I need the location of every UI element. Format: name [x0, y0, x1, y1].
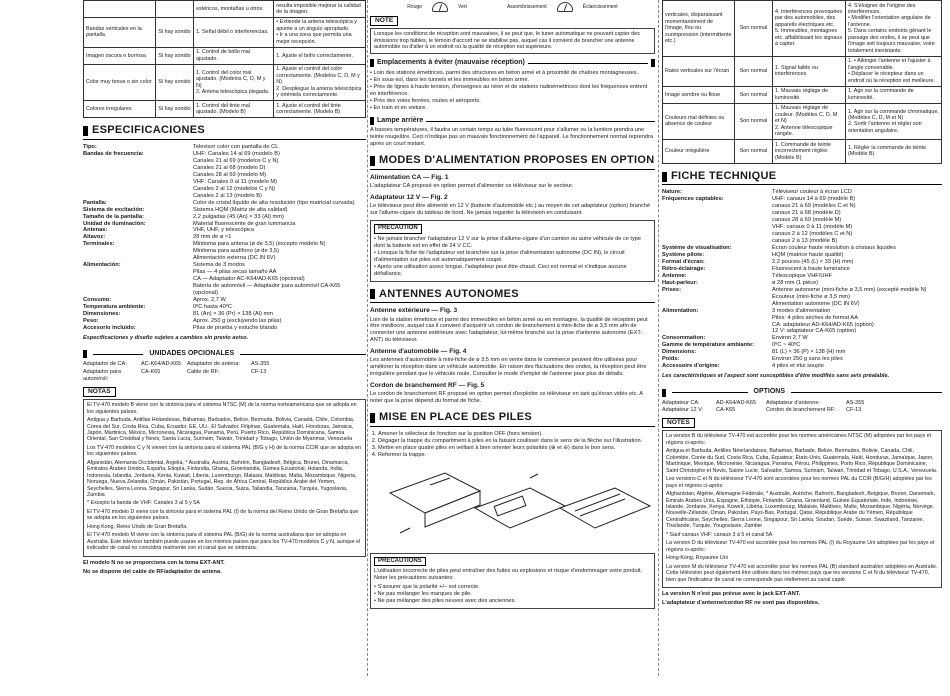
option-cell: Cordon de branchement RF: [766, 407, 836, 414]
notes-body-fr [662, 430, 942, 588]
spec-key: Tipo: [83, 144, 97, 151]
spec-key: Consumo: [83, 296, 112, 303]
option-cell: CA-K65 [716, 407, 736, 414]
cause-cell [156, 1, 194, 18]
spec-key: Haut-parleur: [662, 279, 698, 286]
spec-key: Gamme de température ambiante: [662, 342, 754, 349]
precaution-item: • Après une utilisation assez longue, l'adaptateur peut être chaud. Ceci est normal et n'indique aucune défaillance. [374, 264, 651, 278]
precaution-item: • Lorsque la fiche de l'adaptateur est branchée sur la prise d'alimentation autonome (DC IN), le circuit d'alimentation sur piles est automatiquement coupé. [374, 250, 651, 264]
spec-key: Bandas de frecuencia: [83, 150, 144, 157]
antenna-heading: ANTENNES AUTONOMES [370, 288, 655, 304]
cause-cell: Si hay sonido [156, 64, 194, 100]
adjust-meter-row [370, 2, 655, 12]
battery-prec-item: • Ne pas mélanger des piles neuves avec des anciennes. [374, 598, 651, 605]
note-paragraph: Afghanistan, Algérie, Allemagne Fédérale, * Australie, Autriche, Bahreïn, Bangladesh, Belgique, Brunei, Danemark, Émirats Arabes Unis, Espagne, Éthiopie, Finlande, Ghana, Groenland, Guinée Équatoriale, Inde, Indonésie, Islande, Jordanie, Kenya, Koweït, Libéria, Luxembourg, Malaisie, Maldives, Malte, Mozambique, Nigéria, Norvège, Nouvelle-Zélande, Oman, Pakistan, Pays-Bas, Portugal, Qatar, République Arabe du Yémen, République Centrafricaine, Seychelles, Sierra Leone, Singapour, Sri Lanka, Soudan, Suède, Suisse, Swaziland, Tanzanie, Thaïlande, Turquie, Yougoslavie, Zambie [666, 491, 936, 530]
option-cell: AD-K64/AD-K65 [716, 399, 757, 406]
options-heading-fr: OPTIONS [662, 388, 942, 397]
battery-step: 4. Refermer la trappe. [378, 452, 655, 459]
spec-value: Aprox. 2,7 W [193, 296, 226, 303]
battery-prec-item: • S'assurer que la polarité +/− est correcte. [374, 584, 651, 591]
symptom-cell: verticales, disparaissant momentanément de l'image, flou ou surimpression (intermittente etc.) [663, 1, 735, 57]
dc-title: Adaptateur 12 V — Fig. 2 [370, 194, 448, 202]
ant-ext-title: Antenne extérieure — Fig. 3 [370, 307, 458, 315]
battery-prec-title: PRECAUTIONS [374, 557, 426, 567]
remedy-cell: 1. Ajuste el brillo correctamente. [274, 47, 366, 64]
rf-text: Le cordon de branchement RF proposé en option permet d'exploiter ce téléviseur en tant qu'écran vidéo etc. A noter que la prise dépend du format de fiche. [370, 391, 643, 405]
symptom-cell: Colores irregulares [84, 101, 156, 118]
spec-value: 28 mm de ø ×1 [193, 234, 232, 241]
spec-key: Poids: [662, 356, 680, 363]
spec-value: Antenne autonome (mini-fiche ø 3,5 mm) (excepté modèle N) Écouteur (mini-fiche ø 3,5 mm) Alimentation autonome (DC IN 6V) [772, 286, 927, 307]
spec-key: Pantalla: [83, 199, 107, 206]
spec-key: Altavoz: [83, 234, 106, 241]
specs-heading-es: ESPECIFICACIONES [83, 124, 366, 140]
spec-note-fr: Les caractéristiques et l'aspect sont susceptibles d'être modifiés sans avis préalable. [662, 373, 890, 380]
spec-value: Sistema HQM (Matriz de alta calidad) [193, 206, 288, 213]
cause-detail-cell: estéricos, montañas u otros. [194, 1, 274, 18]
avoid-item: • Près des voies ferrées, routes et aéroports. [370, 98, 655, 105]
rf-title: Cordon de branchement RF — Fig. 5 [370, 382, 485, 390]
ant-car-text: Les antennes d'automobile à mini-fiche de ø 3,5 mm en vente dans le commerce peuvent être utilisées pour améliorer la réception dans un véhicule automobile. En raison des fluctuations des ondes, la réception peut être irrégulière pendant que le véhicule roule. Consulter le mode d'emploi de l'antenne pour plus de détails. [370, 357, 647, 378]
option-cell: CA-K65 [141, 368, 161, 375]
cause-detail-cell: 1. Commande de teinte incorrectement réglée. (Modèle B) [773, 140, 846, 163]
battery-step: 2. Dégager la trappe du compartiment à piles en la faisant coulisser dans le sens de la flèche sur l'illustration. [378, 438, 655, 445]
note-paragraph: * Sauf canaux VHF: canaux 3 à 5 et canal 5A [666, 531, 773, 538]
table-row [663, 1, 942, 57]
cause-detail-cell: 1. Mauvais réglage de luminosité. [773, 86, 846, 103]
option-cell: CF-13 [251, 368, 267, 375]
cause-cell: Son normal [735, 86, 773, 103]
note-paragraph: La version M du téléviseur TV-470 est accordée pour les normes PAL (B) standard australien adoptées en Australie. Cette télévision peut également être utilisée dans les mêmes pays que les versions C et N du téléviseur TV-470, bien que l'indicateur de canal ne corresponde pas réellement au canal capté. [666, 563, 938, 583]
spec-value: ø 28 mm (1 pièce) [772, 279, 819, 286]
battery-prec-item: • Ne pas mélanger les marques de pile. [374, 591, 651, 598]
option-cell: Adaptateur d'antenne: [766, 399, 820, 406]
cause-detail-cell: 1. Control del tinte mal ajustado. (Modelo B) [194, 101, 274, 118]
spec-value: 2,2 pouces (45 (L) × 33 (H) mm) [772, 258, 854, 265]
option-cell: CF-13 [846, 407, 862, 414]
spec-key: Système pilote: [662, 251, 705, 258]
notes-title-es: NOTAS [83, 387, 116, 397]
table-row [84, 47, 366, 64]
symptom-cell [84, 1, 156, 18]
meter-label-green: Vert [458, 3, 467, 10]
remedy-cell: • Extiende la antena telescópica y apunte a un ángulo apropiado. • Ir a una zona que permita una mejor recepción. [274, 17, 366, 47]
battery-prec-list [374, 584, 651, 605]
table-row [663, 140, 942, 163]
remedy-cell: resulta imposible mejorar la calidad de la imagen. [274, 1, 366, 18]
spec-key: Format d'écran: [662, 258, 705, 265]
spec-note-es: Especificaciones y diseño sujetos a cambios sin previo aviso. [83, 334, 249, 341]
spec-key: Tamaño de la pantalla: [83, 213, 144, 220]
table-row [663, 103, 942, 139]
meter-label-red: Rouge [407, 3, 423, 10]
meter-label-dark: Assombrissement [506, 3, 547, 10]
spec-value: Minitoma para antena (ø de 3,5) (excepto modelo N) Minitoma para audífono (ø de 3,5) Alimentación externa (DC IN 6V) [193, 241, 326, 262]
troubleshooting-table-es [83, 0, 366, 118]
battery-precautions [370, 553, 655, 609]
spanish-column [83, 0, 366, 690]
spec-key: Unidad de iluminación: [83, 220, 146, 227]
dc-text: Le téléviseur peut être alimenté en 12 V (batterie d'automobile etc.) au moyen de cet adaptateur (option) branché sur l'allume-cigare du tableau de bord. Ne jamais regarder la télévision en conduisant. [370, 203, 650, 217]
note-paragraph: La version D du téléviseur TV-470 est accordée pour les normes PAL (I) du Royaume Uni adoptées par les pays et régions ci-après: [666, 540, 935, 553]
avoid-list [370, 70, 655, 112]
spec-key: Antenas: [83, 227, 108, 234]
spec-key: Accessoire d'origine: [662, 363, 720, 370]
spec-key: Consommation: [662, 335, 706, 342]
option-cell: AS-355 [251, 361, 270, 368]
battery-heading: MISE EN PLACE DES PILES [370, 411, 655, 427]
ant-ext-text: Loin de la station émettrice et parmi des immeubles en béton armé ou en montagne, la qualité de réception peut être médiocre, auquel cas il convient d'acquérir un cordon de branchement à mini-fiche de ø 3,5 mm afin de connecter une antenne extérieure avec l'adaptateur, lui-même branché sur la prise d'antenne autonome (EXT-ANT) du téléviseur. [370, 316, 648, 344]
footer-line1-fr: La version N n'est pas prévue avec le jack EXT-ANT. [662, 590, 801, 597]
cause-detail-cell: 1. Control del color mal ajustado. (Modelos C, D, M y N) 2. Antena telescópica plegada. [194, 64, 274, 100]
table-row [84, 101, 366, 118]
precaution-item: • Ne jamais brancher l'adaptateur 12 V sur la prise d'allume-cigare d'un camion ou autre véhicule de ce type dont la batterie est en effet de 24 V CC. [374, 236, 651, 250]
meter-label-bright: Éclaircissement [582, 3, 618, 10]
spec-key: Alimentación: [83, 262, 121, 269]
spec-value: Televisor color con pantalla de CL [193, 144, 279, 151]
symptom-cell: Bandas verticales en la pantalla [84, 17, 156, 47]
spec-value: 3 modes d'alimentation Piles: 4 piles sèches de format AA CA: adaptateur AD-K64/AD-K65 (option) 12 V: adaptateur CA-K65 (option) [772, 307, 874, 335]
battery-step: 3. Mettre en place quatre piles en veillant à bien orienter leurs polarités (⊕ et ⊖) dans le bon sens. [378, 445, 655, 452]
spec-key: Peso: [83, 317, 99, 324]
note-paragraph: El TV-470 modelo B viene con la sintonía para el sistema NTSC (M) de la norma norteamericana que se adopta en los siguientes países. [87, 402, 357, 415]
spec-key: Nature: [662, 189, 682, 196]
option-cell: AC-K64/AD-K65 [141, 361, 182, 368]
symptom-cell: Raies verticales sur l'écran [663, 56, 735, 86]
spec-value: 2,2 pulgadas (45 (An) × 33 (Al) mm) [193, 213, 284, 220]
battery-steps [370, 431, 655, 459]
cause-cell: Si hay sonido [156, 17, 194, 47]
column-divider-left [367, 0, 368, 676]
ac-title: Alimentation CA — Fig. 1 [370, 173, 449, 181]
spec-key: Sistema de excitación: [83, 206, 145, 213]
spec-value: 81 (L) × 36 (P) × 138 (H) mm [772, 349, 846, 356]
spec-value: Téléviseur couleur à écran LCD [772, 189, 852, 196]
remedy-cell: 1. • Allonger l'antenne et l'ajuster à l'angle convenable. • Déplacer le récepteur dans un endroit où la réception est meilleure. [846, 56, 942, 86]
table-row [663, 86, 942, 103]
note-paragraph: La version B du téléviseur TV-470 est accordée pour les normes américaines NTSC (M) adoptées par les pays et régions ci-après: [666, 433, 932, 446]
symptom-cell: Imagen oscura o borrosa [84, 47, 156, 64]
note-paragraph: Hong-Kong, Royaume Uni [666, 555, 728, 562]
spec-key: Fréquences captables: [662, 196, 724, 203]
column-divider-right [658, 0, 659, 676]
remedy-cell: 4. S'éloigner de l'origine des interférences. • Modifier l'orientation angulaire de l'antenne. 5. Dans certains endroits gênant le passage des ondes, il se peut que l'image soit toujours mauvaise, voire totalement inexistante. [846, 1, 942, 57]
table-row [663, 56, 942, 86]
spec-value: 81 (An) × 36 (Pr) × 138 (Al) mm [193, 310, 273, 317]
specs-list-fr [662, 189, 942, 370]
options-list-es [83, 361, 366, 382]
spec-key: Dimensiones: [83, 310, 121, 317]
power-heading: MODES D'ALIMENTATION PROPOSES EN OPTION [370, 154, 655, 170]
spec-value: Color de cristal líquido de alta resolución (tipo matricial curvada) [193, 199, 355, 206]
table-row [84, 1, 366, 18]
spec-value: Fluorescent à haute luminance [772, 265, 850, 272]
option-cell: AS-355 [846, 399, 865, 406]
spec-value: Environ 2,7 W [772, 335, 808, 342]
precaution-title: PRECAUTION [374, 224, 422, 234]
battery-illustration [370, 463, 655, 543]
note-paragraph: Antigua y Barbuda, Antillas Holandesas, Bahamas, Barbados, Belice, Bermuda, Bolivia, Canadá, Chile, Colombia, Corea del Sur, Costa Rica, Cuba, Ecuador, EE. UU., El Salvador, Filipinas, Guatemala, Haití, Honduras, Jamaica, Japón, Martinica, México, Micronesia, Nicaragua, Panamá, Perú, Puerto Rico, República Dominicana, Samoa Oriental, San Cristóbal y Nevis, Santa Lucía, Surinam, Taiwán, Trinidad y Tobago, Unión de Myanmar, Venezuela [87, 417, 355, 443]
spec-key: Rétro-éclairage: [662, 265, 706, 272]
note-paragraph: Les versions C et N du téléviseur TV-470 sont accordées pour les normes PAL du CCIR (B/G/H) adoptées par les pays et régions ci-après: [666, 476, 932, 489]
avoid-item: • En sous-sol, dans les tunnels et les immeubles en béton armé. [370, 77, 655, 84]
option-cell: Adaptateur CA: [662, 399, 700, 406]
option-cell: Adaptador de CA: [83, 361, 127, 368]
lamp-text: A basses températures, il faudra un certain temps au tube fluorescent pour s'allumer ou la lumière prendra une teinte rougeâtre. Ceci n'indique pas un mauvais fonctionnement de l'appareil. Le fonctionnement normal reprendra après un court instant. [370, 127, 653, 148]
symptom-cell: Couleur irrégulière [663, 140, 735, 163]
cause-detail-cell: 1. Signal faible ou interférences. [773, 56, 846, 86]
spec-key: Antenne: [662, 272, 687, 279]
avoid-heading: Emplacements à éviter (mauvaise réception) [370, 59, 655, 68]
remedy-cell: 1. Ajuste el control del color correctamente. (Modelos C, D, M y N) 2. Despliegue la antena telescópica y oriéntela correctamente. [274, 64, 366, 100]
spec-value: 0ºC hasta 40ºC [193, 303, 232, 310]
cause-detail-cell: 1. Mauvais réglage de couleur. (Modèles C, D, M et N) 2. Antenne télescopique rangée. [773, 103, 846, 139]
spec-value: Environ 250 g sans les piles [772, 356, 843, 363]
precaution-list [374, 236, 651, 278]
troubleshooting-table-fr [662, 0, 942, 164]
option-cell: Cable de RF: [187, 368, 220, 375]
battery-prec-text: L'utilisation incorrecte de piles peut entraîner des fuites ou explosions et risque d'endommager votre produit. Noter les précautions suivantes: [374, 568, 642, 582]
note-paragraph: Afganistán, Alemania Occidental, Argelia, * Australia, Austria, Bahréin, Bangladesh, Bélgica, Brunei, Dinamarca, Emiratos Árabes Unidos, España, Etiopía, Finlandia, Ghana, Groenlandia, Guinea Ecuatorial, Holanda, India, Indonesia, Islandia, Jordania, Kenia, Kuwait, Liberia, Luxemburgo, Malasia, Maldivas, Malta, Mozambique, Nigeria, Noruega, Nueva Zelandia, Omán, Pakistán, Portugal, Rep. de África Central, República Árabe del Yemen, Seychelles, Sierra Leona, Singapur, Sri Lanka, Sudán, Suecia, Suiza, Tailandia, Tanzania, Turquía, Yugoslavia, Zambia [87, 459, 357, 499]
cause-cell: Son normal [735, 1, 773, 57]
note-paragraph: Antigua et Barbuda, Antilles Néerlandaises, Bahamas, Barbade, Belize, Bermudes, Bolivie, Canada, Chili, Colombie, Corée du Sud, Costa Rica, Cuba, Équateur, États-Unis, Guatemala, Haïti, Honduras, Jamaïque, Japon, Martinique, Mexique, Micronésie, Nicaragua, Panama, Pérou, Philippines, Porto Rico, République Dominicaine, Saint Christophe et Nevis, Sainte Lucie, Salvador, Samoa, Surinam, Taïwan, Trinidad et Tobago, U.S.A., Venezuela. [666, 448, 938, 474]
spec-value: HQM (matrice haute qualité) [772, 251, 844, 258]
symptom-cell: Couleurs mal définies ou absence de couleur [663, 103, 735, 139]
ac-text: L'adaptateur CA proposé en option permet d'alimenter ce téléviseur sur le secteur. [370, 183, 574, 190]
options-list-fr [662, 400, 942, 414]
spec-key: Temperatura ambiente: [83, 303, 146, 310]
remedy-cell: 1. Régler la commande de teinte. (Modèle B) [846, 140, 942, 163]
note-paragraph: Los TV-470 modelos C y N vienen con la sintonía para el sistema PAL (B/G y H) de la norma CCIR que se adopta en los siguientes países. [87, 444, 362, 458]
spec-key: Accesorio incluido: [83, 324, 136, 331]
spec-value: 4 piles et étui souple [772, 363, 824, 370]
precaution-box [370, 220, 655, 281]
french-column-right [662, 0, 942, 690]
spec-value: Écran couleur haute résolution à cristaux liquides [772, 245, 896, 252]
battery-step: 1. Amener le sélecteur de fonction sur la position OFF (hors tension). [378, 431, 655, 438]
avoid-item: • En train et en voiture. [370, 105, 655, 112]
spec-key: Prises: [662, 286, 681, 293]
cause-cell: Si hay sonido [156, 101, 194, 118]
table-row [84, 17, 366, 47]
symptom-cell: Image sombre ou floue [663, 86, 735, 103]
option-cell: Adaptateur 12 V: [662, 407, 704, 414]
note-title-fr: NOTE [370, 16, 398, 26]
note-paragraph: El TV-470 modelo M viene con la sintonía para el sistema PAL (B/G) de la norma australiana que se adopta en Australia. Este televisor también puede usarse en los mismos países que para los TV-470 modelos C y N, aunque el indicador de canal no coincidirá realmente con el canal que se sintoniza. [87, 532, 361, 552]
lamp-heading: Lampe arrière [370, 117, 655, 126]
notes-body-es [83, 399, 366, 557]
remedy-cell: 1. Agir sur la commande de luminosité. [846, 86, 942, 103]
spec-value: Télescopique VHF/UHF [772, 272, 833, 279]
footer-line2-fr: L'adaptateur d'antenne/cordon RF ne sont pas disponibles. [662, 599, 820, 606]
table-row [84, 64, 366, 100]
ant-car-title: Antenne d'automobile — Fig. 4 [370, 348, 467, 356]
spec-value: UHF: Canales 14 al 69 (modelo B) Canales 21 al 69 (modelos C y N) Canales 21 al 68 (modelo D) Canales 28 al 69 (modelo M) VHF: Canales 0 al 11 (modelo M) Canales 2 al 12 (modelos C y N) Canales 2 al 13 (modelo B) [193, 150, 280, 199]
dial-icon [557, 2, 573, 12]
spec-value: UHF: canaux 14 à 69 (modèle B) canaux 21 à 69 (modèles C et N) canaux 21 à 68 (modèle D) canaux 28 à 69 (modèle M) VHF: canaux 0 à 11 (modèle M) canaux 2 à 12 (modèles C et N) canaux 2 à 13 (modèle B) [772, 196, 856, 245]
spec-key: Alimentation: [662, 307, 699, 314]
note-paragraph: El TV-470 modelo D viene con la sintonía para el sistema PAL (I) de la norma del Reino Unido de Gran Bretaña que se adopta en los siguientes países. [87, 508, 359, 522]
spec-value: Sistema de 3 modos Pilas — 4 pilas secas tamaño AA CA — Adaptador AC-K64/AD-K65 (opcional) Batería de automóvil — Adaptador para automóvil CA-K65 (opcional) [193, 262, 341, 297]
cause-detail-cell: 1. Señal débil o interferencias. [194, 17, 274, 47]
dial-icon [432, 2, 448, 12]
symptom-cell: Color muy tenue o sin color [84, 64, 156, 100]
specs-list-es [83, 144, 366, 332]
spec-value: Aprox. 250 g (excluyendo las pilas) [193, 317, 282, 324]
french-column-middle [370, 0, 655, 690]
note-paragraph: * Excepto la banda de VHF: Canales 3 al 5 y 5A [87, 500, 200, 507]
spec-value: Material fluorescente de gran luminancia [193, 220, 296, 227]
option-cell: Adaptador de antena: [187, 361, 240, 368]
avoid-item: • Près de lignes à haute tension, d'enseignes au néon et de stations radioémettrices dont les fréquences entrent en interférence. [370, 84, 655, 98]
option-cell: Adaptador para automóvil: [83, 368, 121, 382]
cause-cell: Si hay sonido [156, 47, 194, 64]
specs-heading-fr: FICHE TECHNIQUE [662, 170, 942, 186]
remedy-cell: 1. Ajuste el control del tinte correctamente. (Modelo B) [274, 101, 366, 118]
remedy-cell: 1. Agir sur la commande chromatique. (Modèles C, D, M et N) 2. Sortir l'antenne et régler son orientation angulaire. [846, 103, 942, 139]
cause-cell: Son normal [735, 103, 773, 139]
spec-value: Pilas de prueba y estuche blando [193, 324, 278, 331]
spec-key: Dimensions: [662, 349, 697, 356]
avoid-item: • Loin des stations émettrices, parmi des structures en béton armé et à proximité de chaînes montagneuses. [370, 70, 655, 77]
note-paragraph: Hong Kong, Reino Unido de Gran Bretaña. [87, 523, 188, 530]
note-body-fr: Lorsque les conditions de réception sont mauvaises, il se peut que, le tuner automatique ne pouvant capter des émissions trop faibles, le témoin d'accord ne se stabilise pas, auquel cas il convient de brancher une antenne automobile ou d'aller à un endroit où la qualité de réception est supérieure. [370, 28, 655, 54]
options-heading-es: UNIDADES OPCIONALES [83, 350, 366, 359]
notes-title-fr: NOTES [662, 418, 695, 428]
spec-value: 0ºC ~ 40ºC [772, 342, 801, 349]
footer-line1-es: El modelo N no se proporciona con la toma EXT-ANT. [83, 559, 225, 566]
cause-detail-cell: 4. Interférences provoquées par des automobiles, des appareils électriques etc. 5. Immeubles, montagnes etc. affaiblissant les signaux à capter. [773, 1, 846, 57]
spec-key: Système de visualisation: [662, 245, 732, 252]
cause-detail-cell: 1. Control de brillo mal ajustado. [194, 47, 274, 64]
cause-cell: Son normal [735, 140, 773, 163]
footer-line2-es: No se dispone del cable de RF/adaptador de antena. [83, 568, 222, 575]
cause-cell: Son normal [735, 56, 773, 86]
spec-value: VHF, UHF, y telescópica [193, 227, 254, 234]
spec-key: Terminales: [83, 241, 115, 248]
